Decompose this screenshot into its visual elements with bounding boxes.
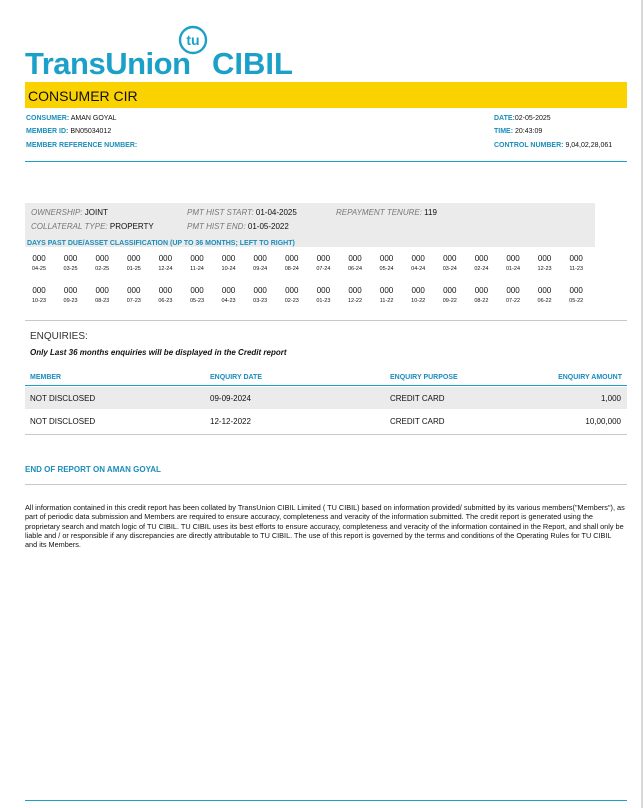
- dpd-cell: [279, 286, 305, 304]
- consumer-name-row: [26, 115, 117, 122]
- dpd-value: 000: [63, 254, 78, 263]
- col-header-enquiry-date: ENQUIRY DATE: [210, 374, 262, 381]
- dpd-month: 06-22: [537, 298, 552, 304]
- dpd-value: 000: [190, 254, 204, 263]
- control-number-row: [494, 142, 612, 149]
- dpd-value: 000: [569, 254, 583, 263]
- dpd-value: 000: [443, 254, 457, 263]
- dpd-cell: [500, 254, 526, 272]
- banner-title: CONSUMER CIR: [28, 88, 138, 104]
- dpd-value: 000: [127, 254, 141, 263]
- dpd-month: 09-22: [442, 298, 457, 304]
- tu-badge-icon: [178, 25, 208, 55]
- dpd-cell: [279, 254, 305, 272]
- dpd-value: 000: [411, 286, 425, 295]
- dpd-month: 11-24: [190, 266, 204, 272]
- dpd-cell: [342, 254, 368, 272]
- dpd-value: 000: [127, 286, 141, 295]
- dpd-month: 07-22: [505, 298, 521, 304]
- dpd-cell: [152, 286, 178, 304]
- row-member: NOT DISCLOSED: [30, 417, 96, 426]
- dpd-cell: [152, 254, 178, 272]
- dpd-month: 10-23: [31, 298, 47, 304]
- tenure-value: 119: [424, 208, 437, 217]
- dpd-month: 06-23: [158, 298, 173, 304]
- dpd-cell: [500, 286, 526, 304]
- member-id-row: [26, 128, 111, 135]
- row-amount: 10,00,000: [585, 417, 621, 426]
- dpd-cell: [58, 254, 84, 272]
- control-number-label: CONTROL NUMBER:: [494, 142, 564, 149]
- dpd-month: 09-23: [63, 298, 78, 304]
- dpd-month: 08-22: [474, 298, 489, 304]
- dpd-value: 000: [158, 254, 173, 263]
- pmt-start-label: PMT HIST START:: [187, 208, 254, 217]
- dpd-cell: [121, 286, 147, 304]
- row-member: NOT DISCLOSED: [30, 394, 96, 403]
- dpd-cell: [374, 254, 400, 272]
- col-header-enquiry-purpose: ENQUIRY PURPOSE: [390, 374, 458, 381]
- dpd-value: 000: [348, 254, 362, 263]
- dpd-value: 000: [379, 286, 394, 295]
- consumer-label: CONSUMER:: [26, 115, 70, 122]
- dpd-cell: [216, 286, 242, 304]
- dpd-cell: [374, 286, 400, 304]
- member-ref-label: MEMBER REFERENCE NUMBER:: [26, 142, 138, 149]
- dpd-value: 000: [348, 286, 362, 295]
- dpd-value: 000: [474, 254, 489, 263]
- dpd-value: 000: [253, 254, 267, 263]
- table-bottom-divider: [25, 434, 627, 435]
- enquiries-note: Only Last 36 months enquiries will be displayed in the Credit report: [30, 348, 287, 357]
- dpd-cell: [247, 254, 273, 272]
- dpd-cell: [437, 254, 463, 272]
- dpd-value: 000: [63, 286, 78, 295]
- dpd-month: 12-23: [537, 266, 552, 272]
- dpd-month: 04-24: [411, 266, 426, 272]
- dpd-month: 03-23: [253, 298, 268, 304]
- dpd-month: 12-22: [347, 298, 363, 304]
- dpd-month: 04-23: [221, 298, 236, 304]
- end-of-report: END OF REPORT ON AMAN GOYAL: [25, 465, 161, 474]
- dpd-cell: [184, 254, 210, 272]
- dpd-month: 05-24: [379, 266, 394, 272]
- date-label: DATE:: [494, 115, 515, 122]
- dpd-value: 000: [221, 254, 236, 263]
- tenure-label: REPAYMENT TENURE:: [336, 208, 422, 217]
- dpd-value: 000: [411, 254, 425, 263]
- dpd-cell: [58, 286, 84, 304]
- dpd-cell: [89, 286, 115, 304]
- dpd-value: 000: [95, 254, 109, 263]
- dpd-month: 08-23: [95, 298, 110, 304]
- dpd-cell: [310, 286, 336, 304]
- dpd-cell: [184, 286, 210, 304]
- dpd-month: 11-23: [569, 266, 584, 272]
- dpd-month: 03-25: [63, 266, 78, 272]
- dpd-value: 000: [506, 286, 520, 295]
- dpd-month: 05-22: [569, 298, 584, 304]
- col-header-member: MEMBER: [30, 374, 62, 381]
- pmt-end-field: [187, 222, 289, 231]
- dpd-value: 000: [221, 286, 236, 295]
- section-divider: [25, 320, 627, 321]
- dpd-month: 10-24: [221, 266, 236, 272]
- dpd-value: 000: [379, 254, 394, 263]
- dpd-month: 02-23: [284, 298, 299, 304]
- dpd-value: 000: [32, 286, 46, 295]
- dpd-month: 10-22: [411, 298, 426, 304]
- dpd-month: 07-23: [126, 298, 141, 304]
- dpd-value: 000: [569, 286, 583, 295]
- dpd-cell: [342, 286, 368, 304]
- dpd-cell: [26, 254, 52, 272]
- date-value: 02-05-2025: [514, 115, 551, 122]
- member-id-value: BN05034012: [70, 128, 112, 135]
- dpd-value: 000: [253, 286, 267, 295]
- dpd-value: 000: [316, 254, 331, 263]
- table-header-underline: [25, 385, 627, 386]
- dpd-value: 000: [537, 286, 552, 295]
- dpd-month: 01-23: [316, 298, 331, 304]
- dpd-cell: [563, 286, 589, 304]
- collateral-label: COLLATERAL TYPE:: [31, 222, 108, 231]
- dpd-month: 02-25: [95, 266, 110, 272]
- dpd-value: 000: [474, 286, 489, 295]
- dpd-value: 000: [32, 254, 46, 263]
- dpd-title: DAYS PAST DUE/ASSET CLASSIFICATION (UP TO 36 MONTHS; LEFT TO RIGHT): [27, 240, 295, 247]
- dpd-cell: [532, 286, 558, 304]
- control-number-value: 9,04,02,28,061: [565, 142, 613, 149]
- dpd-cell: [89, 254, 115, 272]
- pmt-end-value: 01-05-2022: [247, 222, 289, 231]
- consumer-cir-banner: [25, 82, 627, 108]
- row-amount: 1,000: [600, 394, 621, 403]
- dpd-value: 000: [443, 286, 457, 295]
- dpd-value: 000: [95, 286, 109, 295]
- dpd-cell: [405, 286, 431, 304]
- dpd-cell: [26, 286, 52, 304]
- dpd-month: 04-25: [31, 266, 47, 272]
- footer-divider: [25, 800, 627, 801]
- dpd-month: 08-24: [284, 266, 299, 272]
- col-header-enquiry-amount: ENQUIRY AMOUNT: [558, 374, 622, 381]
- dpd-month: 05-23: [189, 298, 205, 304]
- dpd-value: 000: [316, 286, 331, 295]
- tenure-field: [336, 208, 437, 217]
- tu-badge-text: tu: [186, 32, 200, 48]
- time-value: 20:43:09: [515, 128, 543, 135]
- dpd-cell: [310, 254, 336, 272]
- dpd-cell: [563, 254, 589, 272]
- pmt-start-field: [187, 208, 297, 217]
- ownership-label: OWNERSHIP:: [31, 208, 83, 217]
- dpd-cell: [468, 286, 494, 304]
- dpd-month: 09-24: [253, 266, 268, 272]
- member-id-label: MEMBER ID:: [26, 128, 69, 135]
- dpd-month: 12-24: [158, 266, 173, 272]
- dpd-month: 06-24: [347, 266, 363, 272]
- end-divider: [25, 484, 627, 485]
- logo-text-cibil: CIBIL: [212, 46, 293, 81]
- header-divider: [25, 161, 627, 162]
- row-purpose: CREDIT CARD: [390, 417, 445, 426]
- transunion-cibil-logo: [25, 22, 305, 82]
- row-date: 12-12-2022: [210, 417, 251, 426]
- dpd-cell: [437, 286, 463, 304]
- collateral-value: PROPERTY: [109, 222, 154, 231]
- dpd-grid: [25, 252, 595, 310]
- row-purpose: CREDIT CARD: [390, 394, 445, 403]
- dpd-value: 000: [285, 254, 299, 263]
- dpd-month: 11-22: [379, 298, 394, 304]
- dpd-value: 000: [190, 286, 204, 295]
- pmt-end-label: PMT HIST END:: [187, 222, 246, 231]
- dpd-value: 000: [537, 254, 552, 263]
- dpd-cell: [121, 254, 147, 272]
- logo-text-transunion: TransUnion: [25, 46, 191, 81]
- ownership-field: [31, 208, 108, 217]
- dpd-cell: [468, 254, 494, 272]
- dpd-value: 000: [158, 286, 173, 295]
- dpd-month: 03-24: [442, 266, 457, 272]
- member-ref-row: [26, 142, 137, 149]
- dpd-month: 07-24: [316, 266, 331, 272]
- pmt-start-value: 01-04-2025: [255, 208, 297, 217]
- row-date: 09-09-2024: [210, 394, 251, 403]
- dpd-cell: [532, 254, 558, 272]
- time-row: [494, 128, 542, 135]
- disclaimer-text: All information contained in this credit report has been collated by TransUnion CIBIL Limited ( TU CIBIL) based on information provided/ submitted by its various members("Members"), as part of periodic data submission and Members are required to ensure accuracy, completeness and veracity of the information submitted. The credit report is generated using the proprietary search and match logic of TU CIBIL. TU CIBIL uses its best efforts to ensure accuracy, completeness and veracity of the information contained in the Report, and shall only be liable and / or responsible if any discrepancies are directly attributable to TU CIBIL. The use of this report is governed by the terms and conditions of the Operating Rules for TU CIBIL and its Members.: [25, 503, 625, 550]
- dpd-month: 01-24: [505, 266, 521, 272]
- ownership-value: JOINT: [84, 208, 108, 217]
- dpd-value: 000: [506, 254, 520, 263]
- enquiries-title: ENQUIRIES:: [30, 331, 88, 342]
- dpd-value: 000: [285, 286, 299, 295]
- table-row: [25, 410, 627, 432]
- consumer-value: AMAN GOYAL: [70, 115, 117, 122]
- dpd-month: 01-25: [126, 266, 141, 272]
- collateral-field: [31, 222, 154, 231]
- dpd-cell: [247, 286, 273, 304]
- table-row: [25, 387, 627, 409]
- date-row: [494, 115, 551, 122]
- time-label: TIME:: [494, 128, 514, 135]
- dpd-cell: [405, 254, 431, 272]
- dpd-month: 02-24: [474, 266, 489, 272]
- dpd-cell: [216, 254, 242, 272]
